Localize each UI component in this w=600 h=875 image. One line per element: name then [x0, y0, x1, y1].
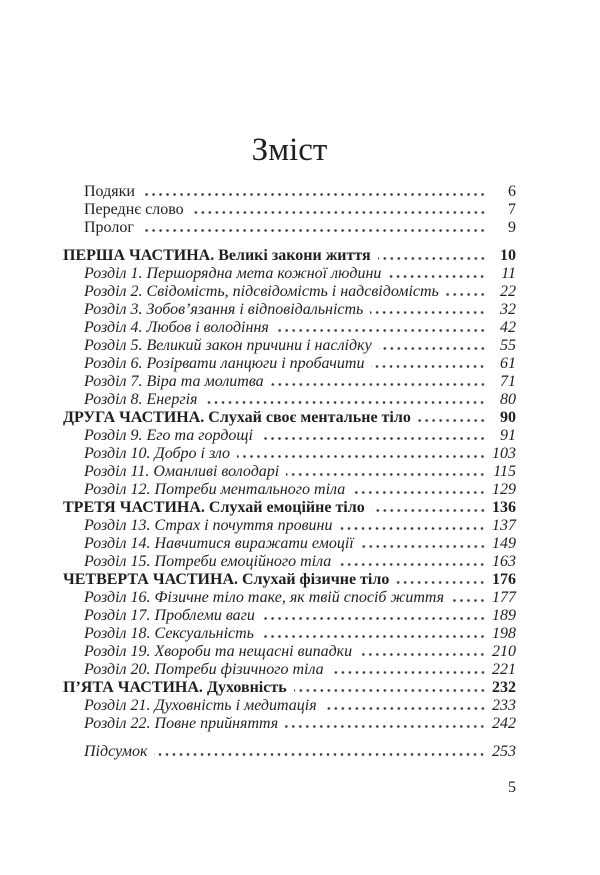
toc-entry-page: 10	[500, 247, 516, 264]
dot-leader	[372, 509, 486, 512]
toc-chapter-row	[63, 697, 516, 715]
toc-entry-page: 242	[492, 715, 516, 732]
toc-entry-page: 22	[500, 283, 516, 300]
toc-entry-page: 253	[492, 743, 516, 760]
page-folio-number: 5	[508, 779, 516, 796]
toc-chapter-row	[63, 373, 516, 391]
dot-leader	[339, 527, 486, 530]
toc-entry-label: Розділ 4. Любов і володіння	[84, 319, 269, 336]
toc-entry-page: 136	[492, 499, 516, 516]
toc-chapter-row	[63, 301, 516, 319]
toc-entry-page: 7	[508, 201, 516, 218]
toc-part-name: ДРУГА ЧАСТИНА.	[63, 409, 205, 426]
toc-entry-label: Пролог	[84, 219, 134, 236]
dot-leader	[451, 599, 486, 602]
toc-chapter-row	[63, 715, 516, 733]
toc-entry-label: Розділ 7. Віра та молитва	[84, 373, 264, 390]
toc-entry-label: Розділ 16. Фізичне тіло таке, як твій спосіб життя	[84, 589, 445, 606]
toc-front-row	[63, 201, 516, 219]
toc-part-label	[63, 571, 389, 589]
page-title: Зміст	[251, 132, 328, 168]
toc-entry-page: 232	[492, 679, 516, 696]
toc-back-row	[63, 743, 516, 761]
toc-chapter-row	[63, 355, 516, 373]
toc-entry-label: Розділ 18. Сексуальність	[84, 625, 254, 642]
toc-entry-page: 90	[500, 409, 516, 426]
toc-entry-page: 163	[492, 553, 516, 570]
toc-part-row	[63, 499, 516, 517]
toc-entry-page: 9	[508, 219, 516, 236]
toc-entry-page: 80	[500, 391, 516, 408]
dot-leader	[324, 707, 486, 710]
toc-part-name: ПЕРША ЧАСТИНА.	[63, 247, 215, 264]
toc-part-name: ТРЕТЯ ЧАСТИНА.	[63, 499, 205, 516]
dot-leader	[371, 365, 486, 368]
toc-entry-label: Розділ 10. Добро і зло	[84, 445, 231, 462]
toc-entry-page: 55	[500, 337, 516, 354]
toc-chapter-row	[63, 427, 516, 445]
toc-entry-page: 198	[492, 625, 516, 642]
toc-entry-label: Підсумок	[84, 743, 148, 760]
dot-leader	[262, 617, 486, 620]
dot-leader	[260, 437, 486, 440]
toc-part-label	[63, 409, 411, 427]
toc-chapter-row	[63, 517, 516, 535]
toc-entry-page: 115	[493, 463, 516, 480]
toc-entry-label: Розділ 5. Великий закон причини і наслідку	[84, 337, 372, 354]
dot-leader	[191, 211, 486, 214]
dot-leader	[418, 419, 486, 422]
dot-leader	[396, 581, 486, 584]
dot-leader	[361, 545, 486, 548]
toc-entry-page: 6	[508, 183, 516, 200]
dot-leader	[378, 257, 486, 260]
toc-entry-page: 103	[492, 445, 516, 462]
toc-entry-label: Розділ 3. Зобов’язання і відповідальність	[84, 301, 364, 318]
toc-chapter-row	[63, 589, 516, 607]
toc-front-row	[63, 183, 516, 201]
toc-entry-label: Розділ 22. Повне прийняття	[84, 715, 279, 732]
toc-chapter-row	[63, 391, 516, 409]
toc-chapter-row	[63, 625, 516, 643]
toc-entry-page: 137	[492, 517, 516, 534]
dot-leader	[359, 653, 486, 656]
toc-entry-page: 129	[492, 481, 516, 498]
dot-leader	[388, 275, 486, 278]
toc-entry-label: Розділ 21. Духовність і медитація	[84, 697, 317, 714]
toc-entry-label: Розділ 9. Его та гордощі	[84, 427, 253, 444]
dot-leader	[294, 689, 486, 692]
toc-entry-label: Розділ 8. Енергія	[84, 391, 198, 408]
toc-entry-label: Переднє слово	[84, 201, 184, 218]
toc-chapter-row	[63, 535, 516, 553]
toc-part-row	[63, 409, 516, 427]
toc-part-name: ЧЕТВЕРТА ЧАСТИНА.	[63, 571, 238, 588]
dot-leader	[370, 311, 486, 314]
toc-part-row	[63, 679, 516, 697]
toc-entry-label: Розділ 19. Хвороби та нещасні випадки	[84, 643, 353, 660]
toc-chapter-row	[63, 481, 516, 499]
dot-leader	[142, 193, 486, 196]
toc-entry-page: 91	[500, 427, 516, 444]
toc-entry-page: 176	[492, 571, 516, 588]
toc-entry-label: Розділ 1. Першорядна мета кожної людини	[84, 265, 382, 282]
dot-leader	[276, 329, 486, 332]
toc-front-row	[63, 219, 516, 237]
dot-leader	[446, 293, 486, 296]
toc-entry-label: Розділ 20. Потреби фізичного тіла	[84, 661, 324, 678]
toc-entry-page: 233	[492, 697, 516, 714]
toc-chapter-row	[63, 661, 516, 679]
dot-leader	[338, 563, 486, 566]
toc-entry-label: Розділ 12. Потреби ментального тіла	[84, 481, 346, 498]
dot-leader	[286, 473, 486, 476]
toc-entry-page: 42	[500, 319, 516, 336]
toc-part-row	[63, 571, 516, 589]
dot-leader	[271, 383, 486, 386]
toc-entry-label: Розділ 15. Потреби емоційного тіла	[84, 553, 332, 570]
toc-entry-page: 71	[500, 373, 516, 390]
toc-entry-label: Розділ 13. Страх і почуття провини	[84, 517, 333, 534]
toc-entry-page: 177	[492, 589, 516, 606]
toc-chapter-row	[63, 607, 516, 625]
toc-entry-page: 189	[492, 607, 516, 624]
toc-chapter-row	[63, 553, 516, 571]
toc-part-subtitle: Слухай своє ментальне тіло	[208, 409, 411, 426]
toc-chapter-row	[63, 463, 516, 481]
toc-entry-page: 149	[492, 535, 516, 552]
table-of-contents	[63, 183, 516, 761]
toc-entry-label: Розділ 2. Свідомість, підсвідомість і надсвідомість	[84, 283, 439, 300]
toc-part-label	[63, 499, 365, 517]
toc-entry-page: 32	[500, 301, 516, 318]
toc-chapter-row	[63, 445, 516, 463]
toc-entry-label: Розділ 14. Навчитися виражати емоції	[84, 535, 354, 552]
toc-chapter-row	[63, 337, 516, 355]
toc-entry-page: 61	[500, 355, 516, 372]
toc-chapter-row	[63, 265, 516, 283]
dot-leader	[261, 635, 486, 638]
toc-part-subtitle: Слухай фізичне тіло	[242, 571, 390, 588]
toc-part-row	[63, 247, 516, 265]
dot-leader	[154, 753, 486, 756]
toc-chapter-row	[63, 643, 516, 661]
toc-entry-page: 221	[492, 661, 516, 678]
toc-chapter-row	[63, 283, 516, 301]
dot-leader	[204, 401, 486, 404]
dot-leader	[331, 671, 486, 674]
dot-leader	[285, 725, 486, 728]
toc-entry-label: Розділ 11. Оманливі володарі	[84, 463, 280, 480]
dot-leader	[352, 491, 486, 494]
toc-part-label	[63, 247, 371, 265]
toc-entry-label: Розділ 17. Проблеми ваги	[84, 607, 255, 624]
toc-chapter-row	[63, 319, 516, 337]
dot-leader	[141, 229, 486, 232]
toc-part-label	[63, 679, 287, 697]
toc-entry-label: Подяки	[84, 183, 135, 200]
toc-part-subtitle: Великі закони життя	[218, 247, 371, 264]
dot-leader	[237, 455, 486, 458]
toc-entry-page: 210	[492, 643, 516, 660]
toc-entry-label: Розділ 6. Розірвати ланцюги і пробачити	[84, 355, 365, 372]
dot-leader	[379, 347, 486, 350]
toc-part-subtitle: Духовність	[206, 679, 287, 696]
toc-part-name: П’ЯТА ЧАСТИНА.	[63, 679, 203, 696]
toc-entry-page: 11	[501, 265, 516, 282]
toc-part-subtitle: Слухай емоційне тіло	[208, 499, 365, 516]
